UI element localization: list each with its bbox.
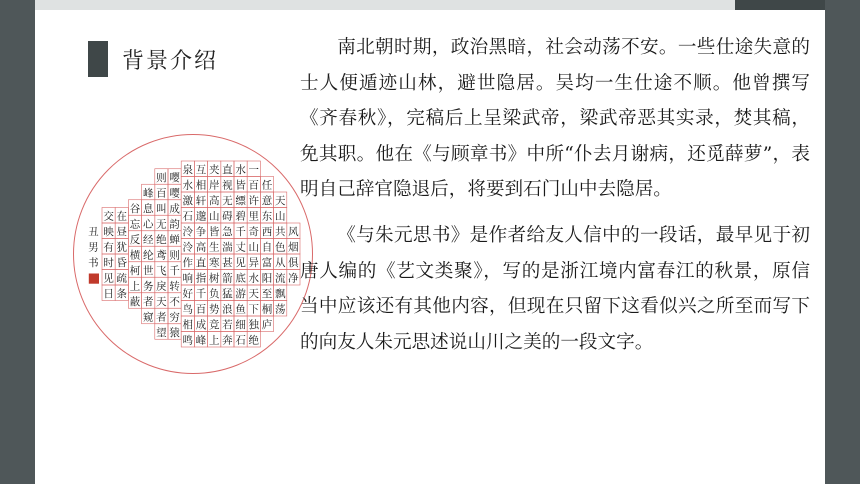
calligraphy-char: 鸟 — [182, 303, 194, 316]
calligraphy-char: 丈 — [235, 241, 246, 254]
calligraphy-char: 则 — [156, 171, 167, 184]
calligraphy-char: 成 — [195, 319, 207, 331]
calligraphy-char: 烟 — [288, 241, 299, 254]
calligraphy-char: 横 — [129, 249, 141, 262]
top-accent-block — [735, 0, 825, 10]
calligraphy-char: 嘤 — [169, 187, 180, 200]
calligraphy-char: 纶 — [142, 249, 154, 262]
paragraph-letter: 《与朱元思书》是作者给友人信中的一段话，最早见于初唐人编的《艺文类聚》，写的是浙江境内富春江的秋景，原信当中应该还有其他内容，但现在只留下这看似兴之所至而写下的向友人朱元思述说山川之美的一段文字。 — [300, 224, 810, 353]
calligraphy-char: 日 — [103, 288, 114, 300]
calligraphy-char: 疏 — [116, 272, 128, 285]
calligraphy-char: 直 — [195, 257, 207, 269]
calligraphy-char: 犹 — [116, 241, 128, 254]
calligraphy-char: 急 — [222, 226, 233, 238]
calligraphy-char: 泉 — [182, 164, 194, 176]
calligraphy-char: 泠 — [182, 226, 194, 238]
calligraphy-char: 鸣 — [182, 334, 194, 347]
calligraphy-char: 奇 — [248, 226, 260, 238]
calligraphy-char: 作 — [182, 257, 194, 269]
heading-title: 背景介绍 — [122, 48, 219, 74]
calligraphy-char: 者 — [142, 295, 154, 308]
calligraphy-char: 绝 — [248, 334, 260, 347]
calligraphy-char: 皆 — [235, 179, 246, 192]
calligraphy-char: 峰 — [142, 187, 154, 200]
calligraphy-char: 百 — [195, 303, 207, 316]
calligraphy-char: 桐 — [261, 303, 273, 316]
calligraphy-char: 生 — [208, 241, 220, 254]
calligraphy-char: 谷 — [129, 202, 141, 215]
calligraphy-char: 韵 — [169, 218, 180, 231]
calligraphy-char: 交 — [103, 210, 114, 223]
calligraphy-char: 望 — [156, 326, 167, 339]
calligraphy-char: 争 — [195, 226, 207, 238]
calligraphy-char: 富 — [261, 257, 273, 269]
calligraphy-char: 嘤 — [169, 171, 180, 184]
calligraphy-char: 势 — [208, 303, 220, 316]
calligraphy-char: 见 — [235, 257, 246, 269]
calligraphy-char: 猿 — [169, 326, 180, 339]
calligraphy-char: 俱 — [288, 257, 299, 269]
calligraphy-char: 见 — [103, 272, 114, 285]
calligraphy-char: 鱼 — [235, 303, 246, 316]
calligraphy-char: 意 — [261, 195, 273, 207]
calligraphy-char: 水 — [248, 272, 260, 285]
calligraphy-char: 寒 — [208, 257, 220, 269]
calligraphy-char: 百 — [156, 187, 167, 200]
calligraphy-char: 里 — [248, 210, 260, 223]
calligraphy-char: 戾 — [156, 280, 167, 293]
calligraphy-char: 穷 — [169, 311, 180, 324]
calligraphy-char: 天 — [156, 295, 167, 308]
calligraphy-char: 山 — [248, 241, 260, 254]
calligraphy-char: 任 — [261, 179, 273, 192]
calligraphy-char: 底 — [235, 272, 246, 285]
calligraphy-char: 荡 — [274, 303, 286, 316]
signature-char: 书 — [88, 257, 99, 269]
calligraphy-char: 千 — [235, 226, 246, 238]
signature-char: 男 — [88, 241, 99, 254]
calligraphy-char: 风 — [288, 226, 299, 238]
paragraph-background: 南北朝时期，政治黑暗，社会动荡不安。一些仕途失意的士人便遁迹山林，避世隐居。吴均一生仕途不顺。他曾撰写《齐春秋》，完稿后上呈梁武帝，梁武帝恶其实录，焚其稿，免其职。他在《与顾章书》中所“仆去月谢病，还觅薛萝”，表明自己辞官隐退后，将要到石门山中去隐居。 — [300, 37, 810, 201]
calligraphy-char: 百 — [248, 179, 260, 192]
calligraphy-char: 时 — [103, 257, 114, 269]
calligraphy-char: 千 — [169, 264, 180, 277]
calligraphy-char: 许 — [248, 195, 260, 207]
calligraphy-char: 高 — [195, 241, 207, 254]
calligraphy-char: 上 — [129, 280, 141, 293]
calligraphy-char: 天 — [274, 195, 286, 207]
calligraphy-char: 流 — [274, 272, 286, 285]
calligraphy-char: 下 — [248, 303, 260, 316]
calligraphy-char: 碧 — [235, 210, 246, 223]
calligraphy-char: 共 — [274, 226, 286, 238]
calligraphy-char: 缥 — [235, 195, 246, 207]
calligraphy-char: 蝉 — [169, 233, 180, 246]
calligraphy-char: 激 — [182, 195, 194, 207]
calligraphy-char: 互 — [195, 164, 207, 176]
calligraphy-char: 相 — [195, 179, 207, 192]
calligraphy-char: 世 — [142, 264, 154, 277]
calligraphy-char: 不 — [169, 295, 180, 308]
calligraphy-char: 东 — [261, 210, 273, 223]
calligraphy-char: 峰 — [195, 334, 207, 347]
calligraphy-char: 皆 — [208, 226, 220, 238]
calligraphy-char: 忘 — [129, 218, 141, 231]
calligraphy-char: 自 — [261, 241, 273, 254]
calligraphy-char: 异 — [248, 257, 260, 269]
calligraphy-char: 庐 — [261, 319, 273, 331]
calligraphy-char: 映 — [103, 226, 114, 238]
calligraphy-char: 直 — [222, 164, 233, 176]
calligraphy-char: 负 — [208, 288, 220, 300]
calligraphy-char: 叫 — [156, 202, 167, 215]
calligraphy-char: 柯 — [129, 264, 141, 277]
calligraphy-char: 有 — [103, 241, 114, 254]
calligraphy-char: 心 — [142, 218, 154, 231]
calligraphy-char: 甚 — [222, 257, 233, 269]
calligraphy-char: 净 — [288, 272, 299, 285]
calligraphy-char: 轩 — [195, 195, 207, 207]
calligraphy-char: 反 — [129, 233, 141, 246]
calligraphy-char: 鸢 — [156, 249, 167, 262]
calligraphy-char: 则 — [169, 249, 180, 262]
calligraphy-char: 浪 — [222, 303, 233, 316]
calligraphy-char: 石 — [182, 210, 194, 223]
calligraphy-char: 湍 — [222, 241, 233, 254]
calligraphy-char: 无 — [156, 218, 167, 231]
calligraphy-char: 从 — [274, 257, 286, 269]
calligraphy-char: 蔽 — [129, 295, 141, 308]
calligraphy-char: 绝 — [156, 233, 167, 246]
calligraphy-char: 色 — [274, 241, 286, 254]
calligraphy-char: 昼 — [116, 226, 128, 238]
calligraphy-grid — [74, 135, 312, 373]
calligraphy-char: 者 — [156, 311, 167, 324]
calligraphy-char: 响 — [182, 272, 194, 285]
calligraphy-char: 邈 — [195, 210, 207, 223]
calligraphy-char: 山 — [208, 210, 220, 223]
calligraphy-char: 在 — [116, 210, 128, 223]
calligraphy-char: 无 — [222, 195, 233, 207]
calligraphy-char: 箭 — [222, 272, 233, 285]
calligraphy-char: 若 — [222, 319, 233, 331]
calligraphy-char: 水 — [235, 164, 246, 176]
calligraphy-char: 夹 — [208, 164, 220, 176]
calligraphy-char: 上 — [208, 334, 220, 347]
heading-marker — [88, 41, 108, 77]
calligraphy-char: 至 — [261, 288, 273, 300]
calligraphy-char: 细 — [235, 319, 246, 331]
calligraphy-char: 西 — [261, 226, 273, 238]
calligraphy-char: 高 — [208, 195, 220, 207]
calligraphy-char: 成 — [169, 202, 180, 215]
article-body — [300, 30, 810, 370]
calligraphy-char: 千 — [195, 288, 207, 300]
calligraphy-char: 游 — [235, 288, 246, 300]
calligraphy-char: 山 — [274, 210, 286, 223]
calligraphy-char: 相 — [182, 319, 194, 331]
calligraphy-char: 条 — [116, 288, 128, 300]
calligraphy-char: 岸 — [208, 179, 220, 192]
calligraphy-char: 树 — [208, 272, 220, 285]
calligraphy-char: 窥 — [142, 311, 154, 324]
calligraphy-char: 石 — [235, 334, 246, 347]
calligraphy-char: 务 — [142, 280, 154, 293]
calligraphy-char: 独 — [248, 319, 260, 331]
calligraphy-char: 猛 — [222, 288, 233, 300]
calligraphy-char: 指 — [195, 272, 207, 285]
calligraphy-char: 一 — [248, 164, 260, 176]
calligraphy-char: 昏 — [116, 257, 128, 269]
calligraphy-char: 经 — [142, 233, 154, 246]
section-heading — [88, 41, 218, 77]
calligraphy-char: 阳 — [261, 272, 273, 285]
calligraphy-char: 好 — [182, 288, 194, 300]
calligraphy-char: 天 — [248, 288, 260, 300]
calligraphy-char: 奔 — [222, 334, 233, 347]
top-bar — [35, 0, 825, 10]
calligraphy-seal-image — [73, 134, 313, 374]
calligraphy-char: 息 — [142, 202, 154, 215]
calligraphy-char: 转 — [169, 280, 180, 293]
calligraphy-char: 碍 — [222, 210, 233, 223]
calligraphy-char: 竞 — [208, 319, 220, 331]
calligraphy-char: 泠 — [182, 241, 194, 254]
signature-char: 丑 — [88, 226, 99, 238]
slide — [35, 10, 825, 484]
calligraphy-char: 水 — [182, 179, 194, 192]
red-seal-stamp — [89, 274, 99, 284]
calligraphy-char: 飘 — [274, 288, 286, 300]
calligraphy-char: 飞 — [156, 264, 167, 277]
calligraphy-char: 视 — [222, 179, 233, 192]
